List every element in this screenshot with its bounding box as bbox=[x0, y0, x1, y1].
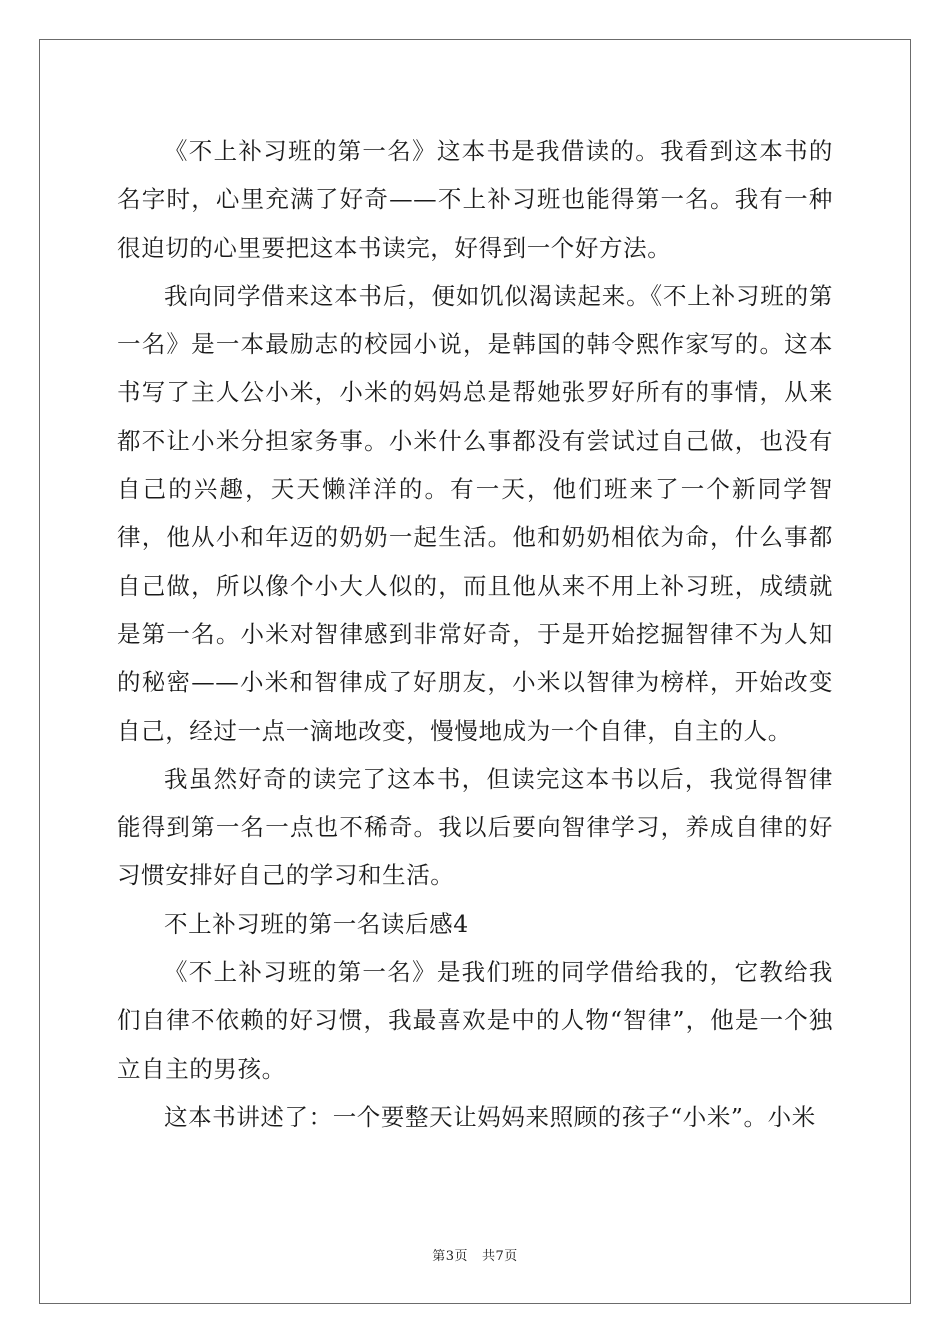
page-footer bbox=[0, 1245, 950, 1264]
total-pages: 共7页 bbox=[482, 1249, 518, 1264]
section-heading: 不上补习班的第一名读后感4 bbox=[164, 909, 469, 938]
page-number: 第3页 bbox=[432, 1249, 468, 1264]
paragraph-1: 《不上补习班的第一名》这本书是我借读的。我看到这本书的名字时，心里充满了好奇——不上补习班也能得第一名。我有一种很迫切的心里要把这本书读完，好得到一个好方法。 bbox=[117, 137, 833, 262]
paragraph-4: 《不上补习班的第一名》是我们班的同学借给我的，它教给我们自律不依赖的好习惯，我最喜欢是中的人物“智律”，他是一个独立自主的男孩。 bbox=[117, 958, 833, 1083]
paragraph-5: 这本书讲述了：一个要整天让妈妈来照顾的孩子“小米”。小米 bbox=[164, 1102, 816, 1131]
document-body bbox=[117, 127, 833, 1141]
paragraph-2: 我向同学借来这本书后，便如饥似渴读起来。《不上补习班的第一名》是一本最励志的校园小说，是韩国的韩令熙作家写的。这本书写了主人公小米，小米的妈妈总是帮她张罗好所有的事情，从来都不让小米分担家务事。小米什么事都没有尝试过自己做，也没有自己的兴趣，天天懒洋洋的。有一天，他们班来了一个新同学智律，他从小和年迈的奶奶一起生活。他和奶奶相依为命，什么事都自己做，所以像个小大人似的，而且他从来不用上补习班，成绩就是第一名。小米对智律感到非常好奇，于是开始挖掘智律不为人知的秘密——小米和智律成了好朋友，小米以智律为榜样，开始改变自己，经过一点一滴地改变，慢慢地成为一个自律，自主的人。 bbox=[117, 281, 833, 745]
paragraph-3: 我虽然好奇的读完了这本书，但读完这本书以后，我觉得智律能得到第一名一点也不稀奇。我以后要向智律学习，养成自律的好习惯安排好自己的学习和生活。 bbox=[117, 764, 833, 890]
